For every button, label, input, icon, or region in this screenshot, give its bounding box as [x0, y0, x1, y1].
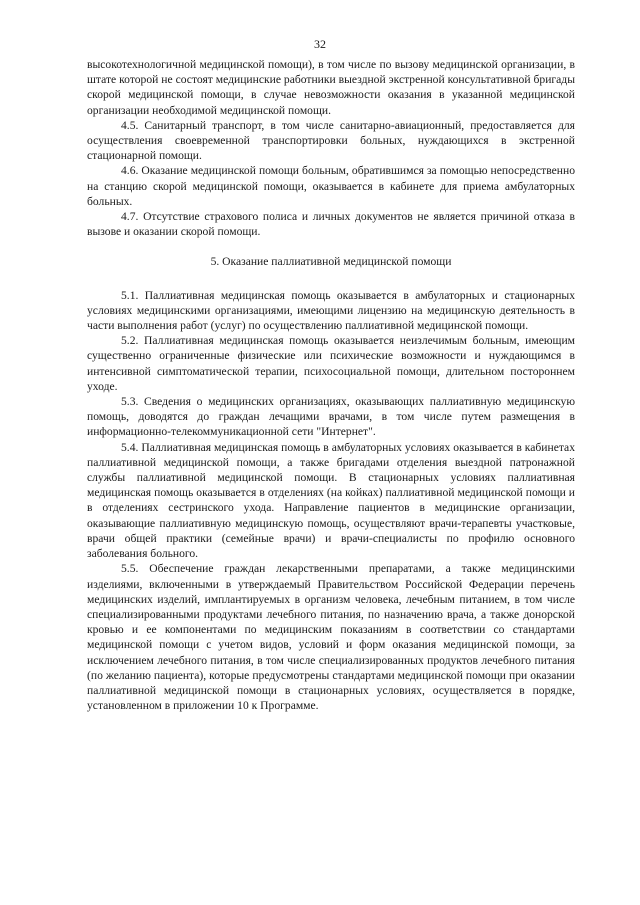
- document-body: [87, 57, 575, 713]
- paragraph-5-4: 5.4. Паллиативная медицинская помощь в амбулаторных условиях оказывается в кабинетах паллиативной медицинской помощи, а также бригадами отделения выездной патронажной службы паллиативной медицинской помощи. В стационарных условиях паллиативная медицинская помощь оказывается в отделениях (на койках) паллиативной медицинской помощи и в отделениях сестринского ухода. Направление пациентов в медицинские организации, оказывающие паллиативную медицинскую помощь, осуществляют врачи-терапевты участковые, врачи общей практики (семейные врачи) и врачи-специалисты по профилю основного заболевания больного.: [87, 440, 575, 561]
- paragraph-4-7: 4.7. Отсутствие страхового полиса и личных документов не является причиной отказа в вызове и оказании скорой помощи.: [87, 210, 575, 239]
- paragraph-4-5: 4.5. Санитарный транспорт, в том числе санитарно-авиационный, предоставляется для осуществления своевременной транспортировки больных, нуждающихся в экстренной стационарной помощи.: [87, 118, 575, 163]
- paragraph-5-3: 5.3. Сведения о медицинских организациях, оказывающих паллиативную медицинскую помощь, доводятся до граждан лечащими врачами, в том числе путем размещения в информационно-телекоммуникационной сети "Интернет".: [87, 395, 575, 439]
- paragraph-5-5: 5.5. Обеспечение граждан лекарственными препаратами, а также медицинскими изделиями, включенными в утверждаемый Правительством Российской Федерации перечень медицинских изделий, имплантируемых в организм человека, лечебным питанием, в том числе специализированными продуктами лечебного питания, по назначению врача, а также донорской кровью и ее компонентами по медицинским показаниям в соответствии со стандартами медицинской помощи с учетом видов, условий и форм оказания медицинской помощи, за исключением лечебного питания, в том числе специализированных продуктов лечебного питания (по желанию пациента), которые предусмотрены стандартами медицинской помощи при оказании паллиативной медицинской помощи в стационарных условиях, осуществляется в порядке, установленном в приложении 10 к Программе.: [87, 562, 575, 713]
- paragraph-5-1: 5.1. Паллиативная медицинская помощь оказывается в амбулаторных и стационарных условиях медицинскими организациями, имеющими лицензию на медицинскую деятельность в части выполнения работ (услуг) по осуществлению паллиативной медицинской помощи.: [87, 288, 575, 333]
- paragraph-5-2: 5.2. Паллиативная медицинская помощь оказывается неизлечимым больным, имеющим существенно ограниченные физические или психические возможности и нуждающимся в интенсивной симптоматической терапии, психосоциальной помощи, длительном постороннем уходе.: [87, 334, 575, 393]
- page-number: 32: [314, 37, 326, 51]
- paragraph-continuation: высокотехнологичной медицинской помощи), в том числе по вызову медицинской организации, в штате которой не состоят медицинские работники выездной экстренной консультативной бригады скорой медицинской помощи, в случае невозможности оказания в указанной медицинской организации необходимой медицинской помощи.: [87, 58, 575, 117]
- section-heading: 5. Оказание паллиативной медицинской помощи: [210, 255, 452, 269]
- paragraph-4-6: 4.6. Оказание медицинской помощи больным, обратившимся за помощью непосредственно на станцию скорой медицинской помощи, оказывается в кабинете для приема амбулаторных больных.: [87, 164, 575, 208]
